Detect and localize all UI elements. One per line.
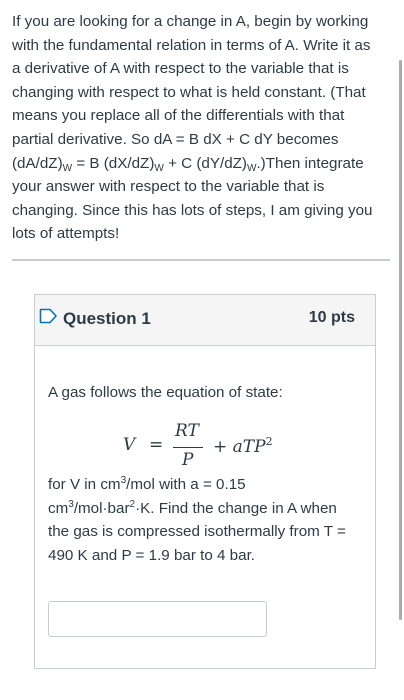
problem-line: [48, 497, 358, 521]
bookmark-flag-icon[interactable]: [39, 308, 58, 324]
equation-exponent: 2: [265, 435, 273, 448]
problem-line: the gas is compressed isothermally from T =: [48, 523, 346, 541]
problem-line: [48, 473, 358, 497]
page-scrollbar[interactable]: [399, 60, 402, 620]
problem-text: /mol with a = 0.15: [126, 476, 246, 493]
question-header: [35, 295, 375, 346]
instructions-line: changing with respect to what is held constant. (That: [12, 83, 366, 101]
equation-equals: =: [149, 435, 164, 455]
equation-numerator: RT: [175, 421, 199, 441]
problem-text: ·K. Find the change in A when: [135, 499, 337, 517]
equation-plus-term: [213, 435, 273, 457]
problem-text: for V in cm: [48, 476, 121, 493]
instructions-line: changing. Since this has lots of steps, I am giving you: [12, 201, 373, 219]
instructions-line: [12, 152, 390, 176]
subscript: W: [154, 162, 164, 174]
instructions-text: .)Then integrate: [256, 154, 364, 172]
instructions-text: = B (dX/dZ): [72, 154, 155, 172]
equation-denominator: P: [182, 450, 194, 470]
instructions-line: with the fundamental relation in terms of A. Write it as: [12, 36, 371, 54]
question-card: [34, 294, 376, 669]
equation-term: + aTP: [213, 437, 266, 457]
superscript: 3: [120, 475, 127, 486]
problem-text: cm: [48, 499, 69, 517]
instructions-line: partial derivative. So dA = B dX + C dY becomes: [12, 130, 339, 148]
fraction-bar: [173, 447, 203, 448]
question-points: 10 pts: [308, 309, 355, 326]
problem-line: 490 K and P = 1.9 bar to 4 bar.: [48, 546, 256, 564]
section-divider: [12, 259, 390, 261]
instructions-line: If you are looking for a change in A, begin by working: [12, 13, 369, 30]
subscript: W: [246, 162, 257, 174]
equation-of-state: [35, 415, 377, 475]
equation-lhs: V: [123, 435, 136, 455]
quiz-instructions: [12, 10, 390, 246]
problem-statement: [48, 473, 358, 567]
instructions-text: (dA/dZ): [12, 154, 63, 172]
answer-input[interactable]: [48, 601, 267, 637]
question-title: Question 1: [63, 309, 151, 328]
instructions-text: + C (dY/dZ): [163, 154, 247, 172]
instructions-line: lots of attempts!: [12, 225, 120, 243]
problem-text: /mol·bar: [73, 499, 130, 517]
question-intro: A gas follows the equation of state:: [48, 384, 283, 401]
instructions-line: a derivative of A with respect to the variable that is: [12, 60, 349, 78]
superscript: 3: [68, 498, 74, 510]
instructions-line: your answer with respect to the variable that is: [12, 178, 325, 196]
superscript: 2: [129, 498, 136, 510]
subscript: W: [62, 162, 73, 174]
instructions-line: means you replace all of the differentials with that: [12, 107, 345, 125]
